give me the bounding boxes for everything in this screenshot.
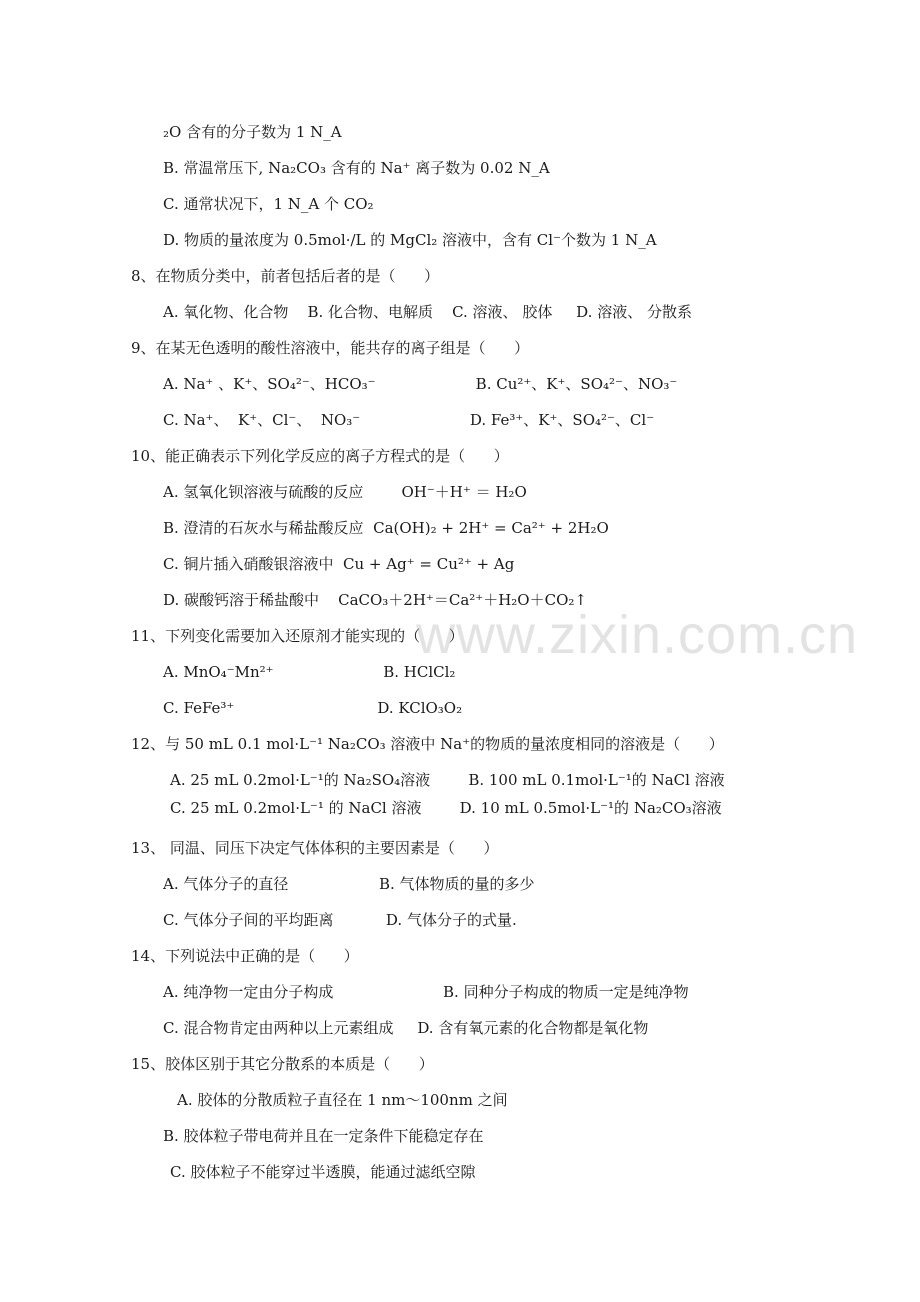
question-9-stem: 9、在某无色透明的酸性溶液中，能共存的离子组是（ ） xyxy=(131,339,530,357)
question-8-stem: 8、在物质分类中，前者包括后者的是（ ） xyxy=(131,267,440,285)
question-12-options-ab: A. 25 mL 0.2mol·L⁻¹的 Na₂SO₄溶液 B. 100 mL 0.1mol·L⁻¹的 NaCl 溶液 xyxy=(170,771,725,789)
question-12-options-cd: C. 25 mL 0.2mol·L⁻¹ 的 NaCl 溶液 D. 10 mL 0.5mol·L⁻¹的 Na₂CO₃溶液 xyxy=(170,799,722,817)
question-14-stem: 14、下列说法中正确的是（ ） xyxy=(131,947,359,965)
question-9-options-cd: C. Na⁺、 K⁺、Cl⁻、 NO₃⁻ D. Fe³⁺、K⁺、SO₄²⁻、Cl⁻ xyxy=(163,411,655,429)
question-15-stem: 15、胶体区别于其它分散系的本质是（ ） xyxy=(131,1055,434,1073)
question-7a-continuation: ₂O 含有的分子数为 1 N_A xyxy=(163,123,342,141)
question-10-option-b: B. 澄清的石灰水与稀盐酸反应 Ca(OH)₂ + 2H⁺ = Ca²⁺ + 2H₂O xyxy=(163,519,609,537)
question-11-options-cd: C. FeFe³⁺ D. KClO₃O₂ xyxy=(163,699,463,717)
question-9-options-ab: A. Na⁺ 、K⁺、SO₄²⁻、HCO₃⁻ B. Cu²⁺、K⁺、SO₄²⁻、NO₃⁻ xyxy=(163,375,678,393)
question-13-stem: 13、 同温、同压下决定气体体积的主要因素是（ ） xyxy=(131,839,499,857)
question-13-options-cd: C. 气体分子间的平均距离 D. 气体分子的式量. xyxy=(163,911,517,929)
question-10-option-c: C. 铜片插入硝酸银溶液中 Cu + Ag⁺ = Cu²⁺ + Ag xyxy=(163,555,515,573)
question-12-stem: 12、与 50 mL 0.1 mol·L⁻¹ Na₂CO₃ 溶液中 Na⁺的物质的量浓度相同的溶液是（ ） xyxy=(131,735,724,753)
question-7-option-c: C. 通常状况下，1 N_A 个 CO₂ xyxy=(163,195,374,213)
question-7-option-b: B. 常温常压下, Na₂CO₃ 含有的 Na⁺ 离子数为 0.02 N_A xyxy=(163,159,550,177)
question-15-option-c: C. 胶体粒子不能穿过半透膜，能通过滤纸空隙 xyxy=(170,1163,476,1181)
question-10-option-a: A. 氢氧化钡溶液与硫酸的反应 OH⁻＋H⁺ ＝ H₂O xyxy=(163,483,527,501)
watermark: www.zixin.com.cn xyxy=(416,605,859,665)
question-10-stem: 10、能正确表示下列化学反应的离子方程式的是（ ） xyxy=(131,447,509,465)
question-15-option-b: B. 胶体粒子带电荷并且在一定条件下能稳定存在 xyxy=(163,1127,484,1145)
question-13-options-ab: A. 气体分子的直径 B. 气体物质的量的多少 xyxy=(163,875,535,893)
question-8-options: A. 氧化物、化合物 B. 化合物、电解质 C. 溶液、 胶体 D. 溶液、 分散系 xyxy=(163,303,692,321)
question-7-option-d: D. 物质的量浓度为 0.5mol·/L 的 MgCl₂ 溶液中，含有 Cl⁻个数为 1 N_A xyxy=(163,231,657,249)
question-10-option-d: D. 碳酸钙溶于稀盐酸中 CaCO₃＋2H⁺＝Ca²⁺＋H₂O＋CO₂↑ xyxy=(163,591,587,609)
question-11-options-ab: A. MnO₄⁻Mn²⁺ B. HClCl₂ xyxy=(163,663,456,681)
question-15-option-a: A. 胶体的分散质粒子直径在 1 nm～100nm 之间 xyxy=(177,1091,508,1109)
question-14-options-ab: A. 纯净物一定由分子构成 B. 同种分子构成的物质一定是纯净物 xyxy=(163,983,689,1001)
question-14-options-cd: C. 混合物肯定由两种以上元素组成 D. 含有氧元素的化合物都是氧化物 xyxy=(163,1019,649,1037)
question-11-stem: 11、下列变化需要加入还原剂才能实现的（ ） xyxy=(131,627,464,645)
